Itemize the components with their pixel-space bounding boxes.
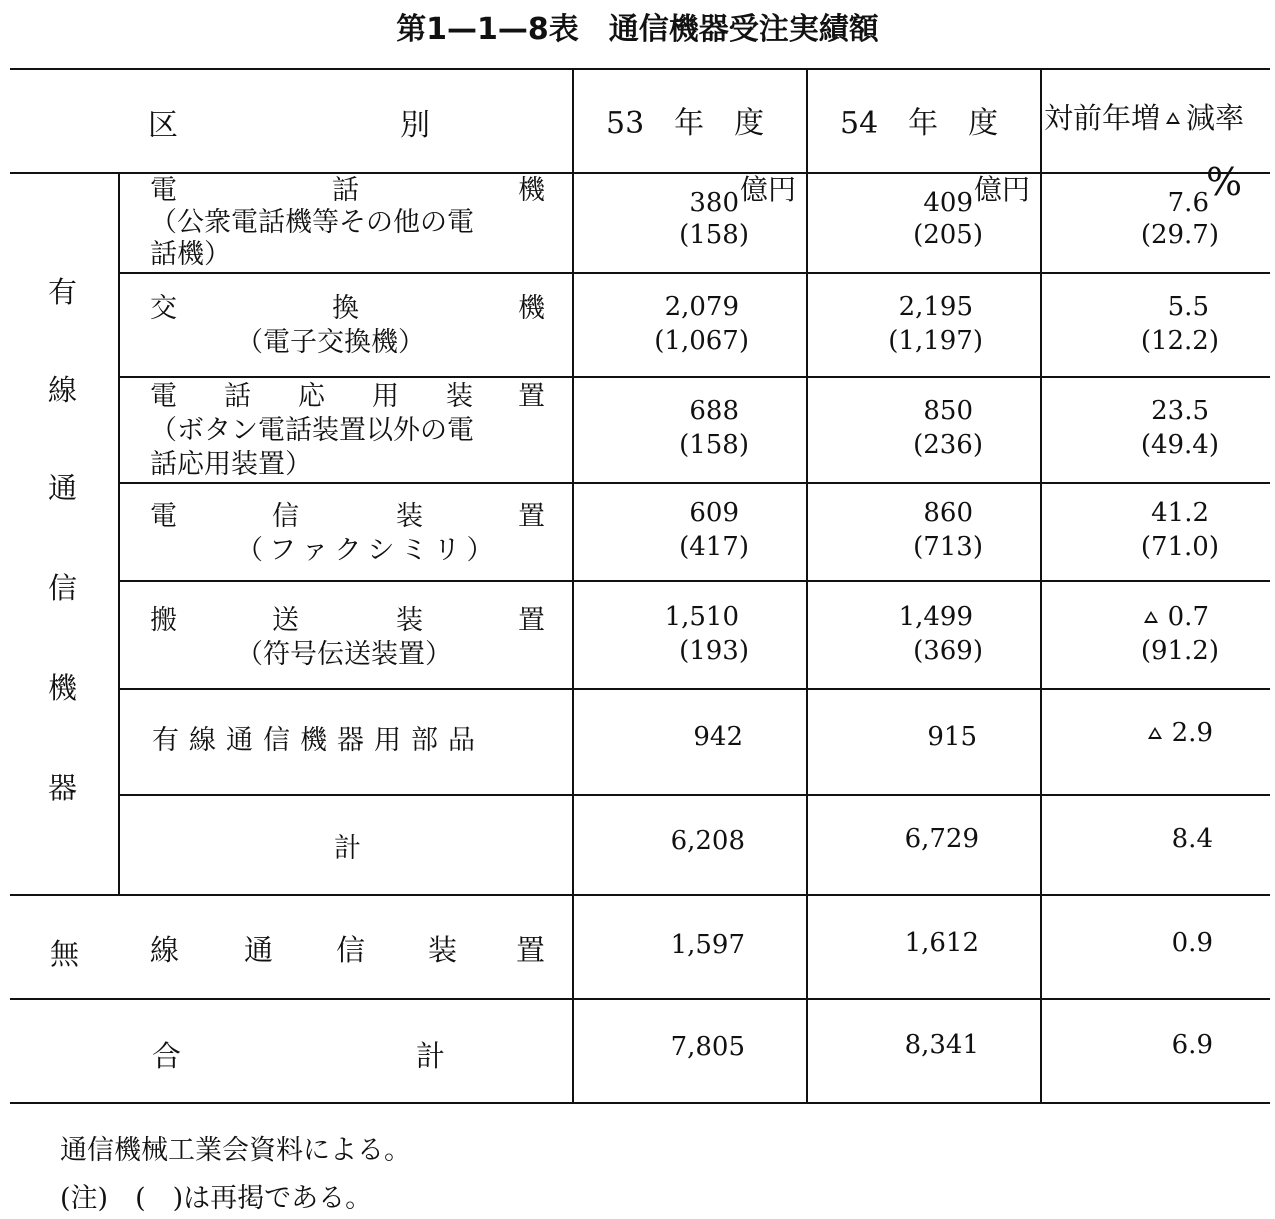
value-y53-paren: (158)	[679, 220, 749, 250]
wireless-label-char: 置	[516, 933, 546, 967]
value-y53: 1,597	[670, 930, 745, 960]
value-change: 5.5	[1167, 292, 1209, 322]
value-y54-paren: (205)	[913, 220, 983, 250]
value-y53: 688	[689, 396, 739, 426]
decrease-triangle-icon	[1148, 727, 1162, 739]
row-label-char: 換	[332, 293, 359, 324]
wireless-label-char: 通	[244, 933, 274, 967]
value-y53-paren: (158)	[679, 430, 749, 460]
value-y53: 609	[689, 498, 739, 528]
section-rule	[10, 998, 1270, 1000]
row-rule	[120, 580, 1270, 582]
top-rule	[10, 68, 1270, 70]
row-rule	[120, 376, 1270, 378]
value-change: 6.9	[1171, 1030, 1213, 1060]
footnote: (注) ( )は再掲である。	[60, 1183, 373, 1214]
value-change-paren: (91.2)	[1140, 636, 1219, 666]
value-change-paren: (29.7)	[1140, 220, 1219, 250]
unit-percent: %	[1206, 160, 1243, 204]
value-y54: 915	[927, 722, 977, 752]
wired-group-char: 線	[48, 373, 78, 407]
value-y54-paren: (236)	[913, 430, 983, 460]
row-label-char: 機	[518, 175, 545, 206]
col-rule	[572, 68, 574, 1102]
value-y54-paren: (369)	[913, 636, 983, 666]
wireless-label-char: 線	[150, 933, 180, 967]
value-y54: 860	[923, 498, 973, 528]
wired-group-char: 通	[48, 471, 78, 505]
wired-group-char: 信	[48, 571, 78, 605]
bottom-rule	[10, 1102, 1270, 1104]
value-change: 2.9	[1171, 718, 1213, 748]
value-y54: 850	[923, 396, 973, 426]
row-label-char: 装	[396, 501, 423, 532]
decrease-triangle-icon	[1144, 611, 1158, 623]
wireless-label-char: 装	[428, 933, 458, 967]
row-rule	[120, 482, 1270, 484]
row-label-char: 信	[272, 501, 299, 532]
row-sublabel: （符号伝送装置）	[236, 639, 452, 670]
row-label-subtotal: 計	[334, 833, 361, 864]
row-label-char: 機	[518, 293, 545, 324]
header-year53: 53 年 度	[606, 106, 765, 141]
value-change-paren: (12.2)	[1140, 326, 1219, 356]
value-change-negative	[1144, 600, 1209, 634]
value-y54: 6,729	[904, 824, 979, 854]
value-y54-paren: (1,197)	[888, 326, 983, 356]
row-label-char: 電	[150, 501, 177, 532]
row-label-char: 話	[224, 381, 251, 412]
unit-yen: 億円	[740, 173, 797, 206]
row-sublabel: 話応用装置）	[150, 449, 312, 480]
wireless-label-char: 信	[336, 933, 366, 967]
value-change: 41.2	[1151, 498, 1209, 528]
value-y54: 409	[923, 188, 973, 218]
row-label-char: 装	[446, 381, 473, 412]
wired-group-char: 機	[48, 671, 78, 705]
row-rule	[120, 688, 1270, 690]
wired-group-char: 器	[48, 771, 78, 805]
decrease-triangle-icon	[1166, 112, 1180, 124]
header-category-2: 別	[400, 108, 430, 143]
row-label-char: 応	[298, 381, 325, 412]
value-y53: 2,079	[664, 292, 739, 322]
header-change-post: 減率	[1186, 101, 1245, 135]
row-sublabel: （電子交換機）	[236, 327, 425, 358]
value-change-negative	[1148, 716, 1213, 750]
value-change-paren: (71.0)	[1140, 532, 1219, 562]
col-rule	[118, 172, 120, 894]
value-change: 23.5	[1151, 396, 1209, 426]
value-y54-paren: (713)	[913, 532, 983, 562]
row-label-char: 電	[150, 381, 177, 412]
total-label-char: 計	[416, 1039, 446, 1073]
row-label-char: 用	[372, 381, 399, 412]
header-rule	[10, 172, 1270, 174]
value-y53: 380	[689, 188, 739, 218]
header-change-pre: 対前年増	[1044, 101, 1161, 135]
value-y53: 7,805	[670, 1032, 745, 1062]
value-y53: 942	[693, 722, 743, 752]
row-label-char: 話	[332, 175, 359, 206]
header-category-1: 区	[148, 108, 178, 143]
row-sublabel: 話機）	[150, 239, 231, 270]
source-note: 通信機械工業会資料による。	[60, 1135, 411, 1166]
value-change: 7.6	[1167, 188, 1209, 218]
value-y54: 2,195	[898, 292, 973, 322]
value-y53-paren: (417)	[679, 532, 749, 562]
value-y53-paren: (1,067)	[654, 326, 749, 356]
section-rule	[10, 894, 1270, 896]
value-change: 8.4	[1171, 824, 1213, 854]
value-change: 0.9	[1171, 928, 1213, 958]
value-y54: 1,612	[904, 928, 979, 958]
row-label-char: 電	[150, 175, 177, 206]
header-change	[1044, 96, 1244, 137]
row-label-char: 送	[272, 605, 299, 636]
total-label-char: 合	[152, 1039, 182, 1073]
row-label-char: 装	[396, 605, 423, 636]
row-rule	[120, 272, 1270, 274]
row-label-char: 置	[518, 605, 545, 636]
col-rule	[806, 68, 808, 1102]
row-sublabel: （ファクシミリ）	[236, 535, 500, 566]
row-label-char: 交	[150, 293, 177, 324]
row-label-char: 置	[518, 501, 545, 532]
row-label-char: 搬	[150, 605, 177, 636]
value-y54: 1,499	[898, 602, 973, 632]
unit-yen: 億円	[974, 173, 1031, 206]
row-rule	[120, 794, 1270, 796]
table-title: 第1—1—8表 通信機器受注実績額	[396, 12, 879, 47]
value-y53: 1,510	[664, 602, 739, 632]
value-y54: 8,341	[904, 1030, 979, 1060]
row-sublabel: （公衆電話機等その他の電	[150, 207, 474, 238]
value-y53-paren: (193)	[679, 636, 749, 666]
wireless-label-char: 無	[50, 937, 80, 971]
header-year54: 54 年 度	[840, 106, 999, 141]
col-rule	[1040, 68, 1042, 1102]
row-label-char: 置	[518, 381, 545, 412]
row-sublabel: （ボタン電話装置以外の電	[150, 415, 474, 446]
value-change: 0.7	[1167, 602, 1209, 632]
wired-group-char: 有	[48, 275, 78, 309]
row-label-single: 有線通信機器用部品	[152, 725, 485, 756]
value-y53: 6,208	[670, 826, 745, 856]
value-change-paren: (49.4)	[1140, 430, 1219, 460]
